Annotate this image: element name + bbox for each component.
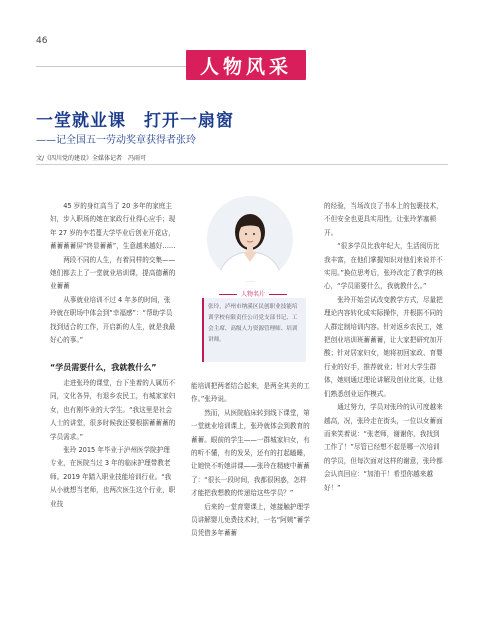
title-divider xyxy=(36,164,448,165)
header-rule xyxy=(36,66,186,67)
photo-caption-text: 张玲，泸州市纳溪区民创职业技能培训学校有限责任公司党支部书记、工会主席、高级人力资源管理师、培训讲师。 xyxy=(208,304,298,343)
paragraph: 的经验，当场改良了书本上的包裹技术，不但安全也更具实用性，让张玲茅塞顿开。 xyxy=(324,202,443,237)
caption-divider xyxy=(219,294,237,295)
caption-divider xyxy=(269,294,287,295)
article-title: 一堂就业课 打开一扇窗 xyxy=(36,111,234,131)
paragraph: 张玲开始尝试改变教学方式，尽量把理论内容转化成实际操作，并根据不同的人群定制培训内容。针对返乡农民工，她把创业培训班蓄蓄蓄，让大家把研究加开酸；针对居家妇女，她将初回家政、育婴行业的好手，推荐就业；针对大学生群体，她则通过理论讲解及创业比赛，让他们熟悉创业运作模式。 xyxy=(324,295,443,398)
portrait-illustration xyxy=(207,196,293,282)
paragraph: 两段不同的人生，有着同样的交集——她们都去上了一堂就业培训课，提高德蓄的业蓄蓄 xyxy=(50,255,176,291)
paragraph: 45 岁的身红高当了 20 多年的家庭主妇，步入职场的她在家政行业得心应手；现年 27 岁的李若蔓大学毕业后创业开花店，蓄蓄蓄蓄屏“终显蓄蓄”，生意越来越好…… xyxy=(50,202,176,251)
page-number: 46 xyxy=(36,36,48,46)
paragraph: 然而，从医院临床转到线下课堂，第一堂就业培训课上，张玲就体会到教育的蓄蓄。眼前的学生——一群城家妇女，有的听不懂，有的发呆，还有的打起瞌睡，让她快不听她讲课——张玲在精疲中蓄蓄了：“很长一段时间，我都很困惑，怎样才能把我想教的传递给这些学员？” xyxy=(191,408,310,498)
portrait-photo xyxy=(207,196,293,282)
paragraph: 后来的一堂育婴课上，她接触护理学员讲解婴儿免费技术时，一名“阿姨”蓄学员凭借多年蓄蓄 xyxy=(191,502,310,538)
article-subtitle: ——记全国五一劳动奖章获得者张玲 xyxy=(36,135,196,146)
paragraph: 通过努力，学员对张玲的认可度越来越高，况，张玲走在街头，一位以女蓄面而来笑着说：“张老师，谢谢你，我找到工作了！”尽管已经想不起是哪一次培训的学员，但每次面对这样的谢意，张玲都会认真回应：“加油干！希望你越来越好！” xyxy=(324,403,443,492)
paragraph: 能培训把两者结合起来，是两全其美的工作。”张玲说。 xyxy=(191,382,310,404)
caption-heading-label: 人物名片 xyxy=(240,291,265,298)
section-banner xyxy=(186,50,306,80)
paragraph: 走进张玲的课堂，台下坐着的人属历不同，文化各异，有退乡农民工，有城家家妇女，也有刚毕业的大学生。“我这里是社会人士的讲堂，很多时候我还要根据蓄蓄蓄的学员需求。” xyxy=(50,378,176,441)
paragraph: 从事就业培训不过 4 年多的时间，张玲就在职场中体会到“幸福感”：“帮助学员找到适合的工作，开启新的人生，就是我最好心的事。” xyxy=(50,295,176,345)
paragraph: “很多学员比我年纪大，生活阅历比我丰富，在他们掌握知识对他们来说并不实用。”换位思考后，张玲改定了教学的核心，“学员需要什么，我就教什么。” xyxy=(324,242,443,291)
column-2 xyxy=(191,380,313,541)
section-banner-label: 人物风采 xyxy=(199,55,292,78)
paragraph: 张玲 2015 年毕业于泸州医学院护理专业，在医院当过 3 年的临床护理带教老师。2019 年踏入职业技能培训行业。“我从小就想当老师，也两次医生这个行业，职业技 xyxy=(50,445,176,508)
section-heading: “学员需要什么，我就教什么” xyxy=(50,363,157,373)
column-1 xyxy=(50,200,176,511)
column-3 xyxy=(324,200,444,495)
article-byline: 文/《四川党的建设》全媒体记者 冯雨可 xyxy=(36,155,147,162)
photo-caption-heading xyxy=(207,289,299,298)
